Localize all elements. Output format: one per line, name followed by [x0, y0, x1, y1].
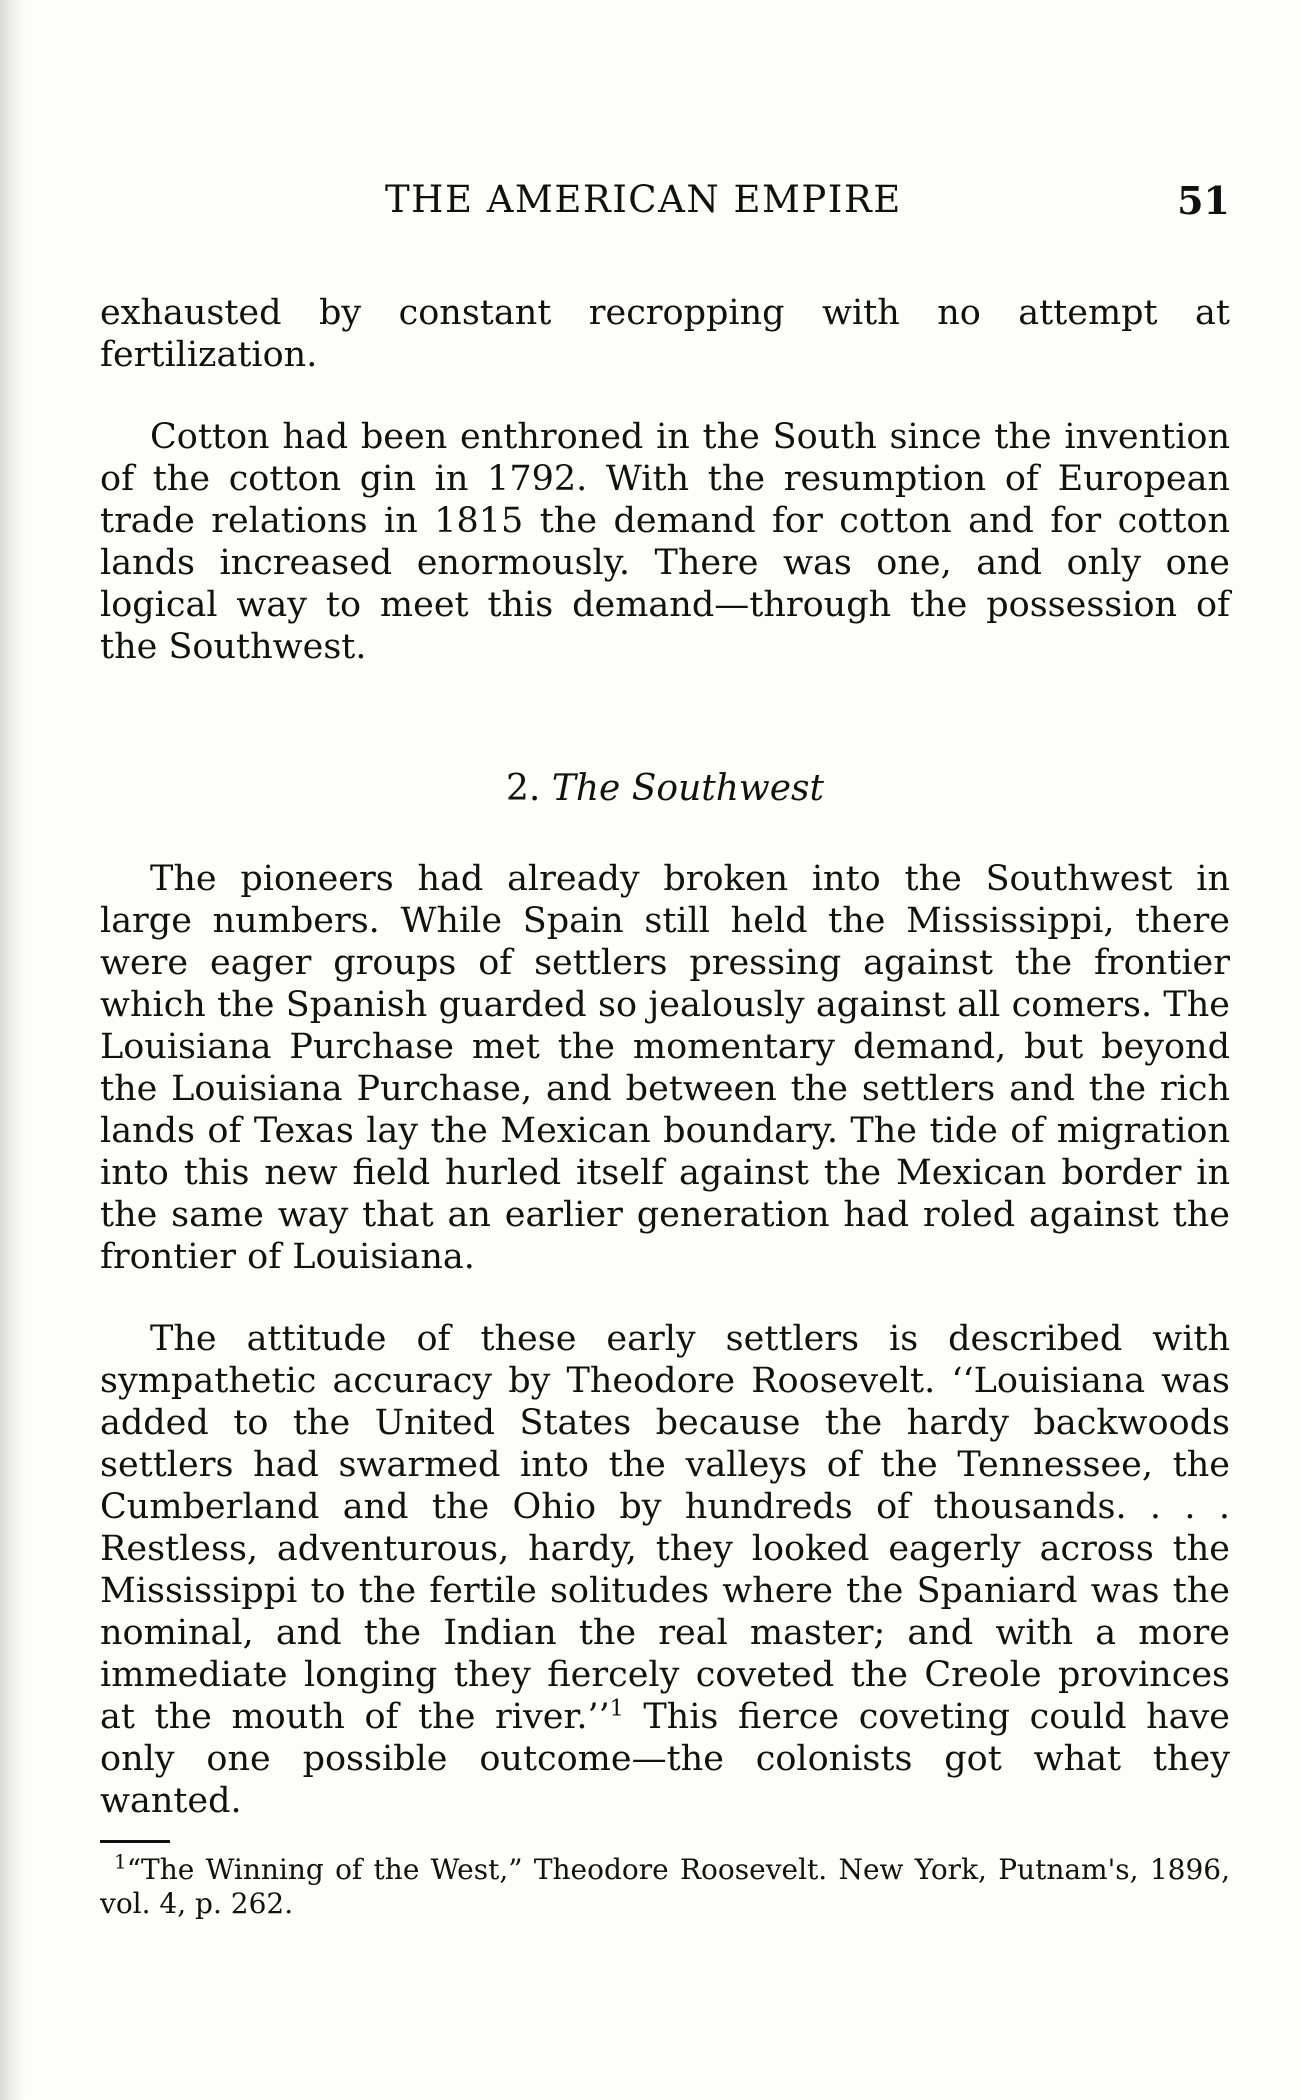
quote-conclusion: This fierce coveting could have only one possible outcome—the colonists got what they wanted.	[100, 1697, 1230, 1821]
scan-gutter-shadow	[0, 0, 26, 2100]
page-body	[100, 292, 1230, 1921]
section-number: 2.	[506, 768, 541, 809]
section-heading	[100, 768, 1230, 810]
footnote-rule	[100, 1840, 170, 1843]
paragraph-cotton: Cotton had been enthroned in the South since the invention of the cotton gin in 1792. With the resumption of European trade relations in 1815 the demand for cotton and for cotton lands increased enormously. There was one, and only one logical way to meet this demand—through the possession of the Southwest.	[100, 417, 1230, 667]
footnote-text: “The Winning of the West,” Theodore Roosevelt. New York, Putnam's, 1896, vol. 4, p. 262.	[100, 1853, 1230, 1920]
section-title: The Southwest	[551, 768, 824, 809]
page-number: 51	[1177, 178, 1230, 223]
paragraph-continuation: exhausted by constant recropping with no attempt at fertilization.	[100, 293, 1230, 375]
quote-text: The attitude of these early settlers is described with sympathetic accuracy by Theodore Roosevelt. ‘‘Louisiana was added to the United States because the hardy backwoods settlers had swarmed into the valleys of the Tennessee, the Cumberland and the Ohio by hundreds of thousands. . . . Restless, adventurous, hardy, they looked eagerly across the Mississippi to the fertile solitudes where the Spaniard was the nominal, and the Indian the real master; and with a more immediate longing they fiercely coveted the Creole provinces at the mouth of the river.’’	[100, 1319, 1230, 1737]
footnote	[100, 1849, 1230, 1921]
paragraph-pioneers: The pioneers had already broken into the Southwest in large numbers. While Spain still held the Mississippi, there were eager groups of settlers pressing against the frontier which the Spanish guarded so jealously against all comers. The Louisiana Purchase met the momentary demand, but beyond the Louisiana Purchase, and between the settlers and the rich lands of Texas lay the Mexican boundary. The tide of migration into this new field hurled itself against the Mexican border in the same way that an earlier generation had roled against the frontier of Louisiana.	[100, 859, 1230, 1277]
paragraph-attitude	[100, 1318, 1230, 1822]
footnote-reference: 1	[609, 1696, 624, 1722]
running-title: THE AMERICAN EMPIRE	[385, 178, 902, 221]
footnote-marker: 1	[114, 1849, 127, 1874]
page-header	[100, 178, 1230, 228]
